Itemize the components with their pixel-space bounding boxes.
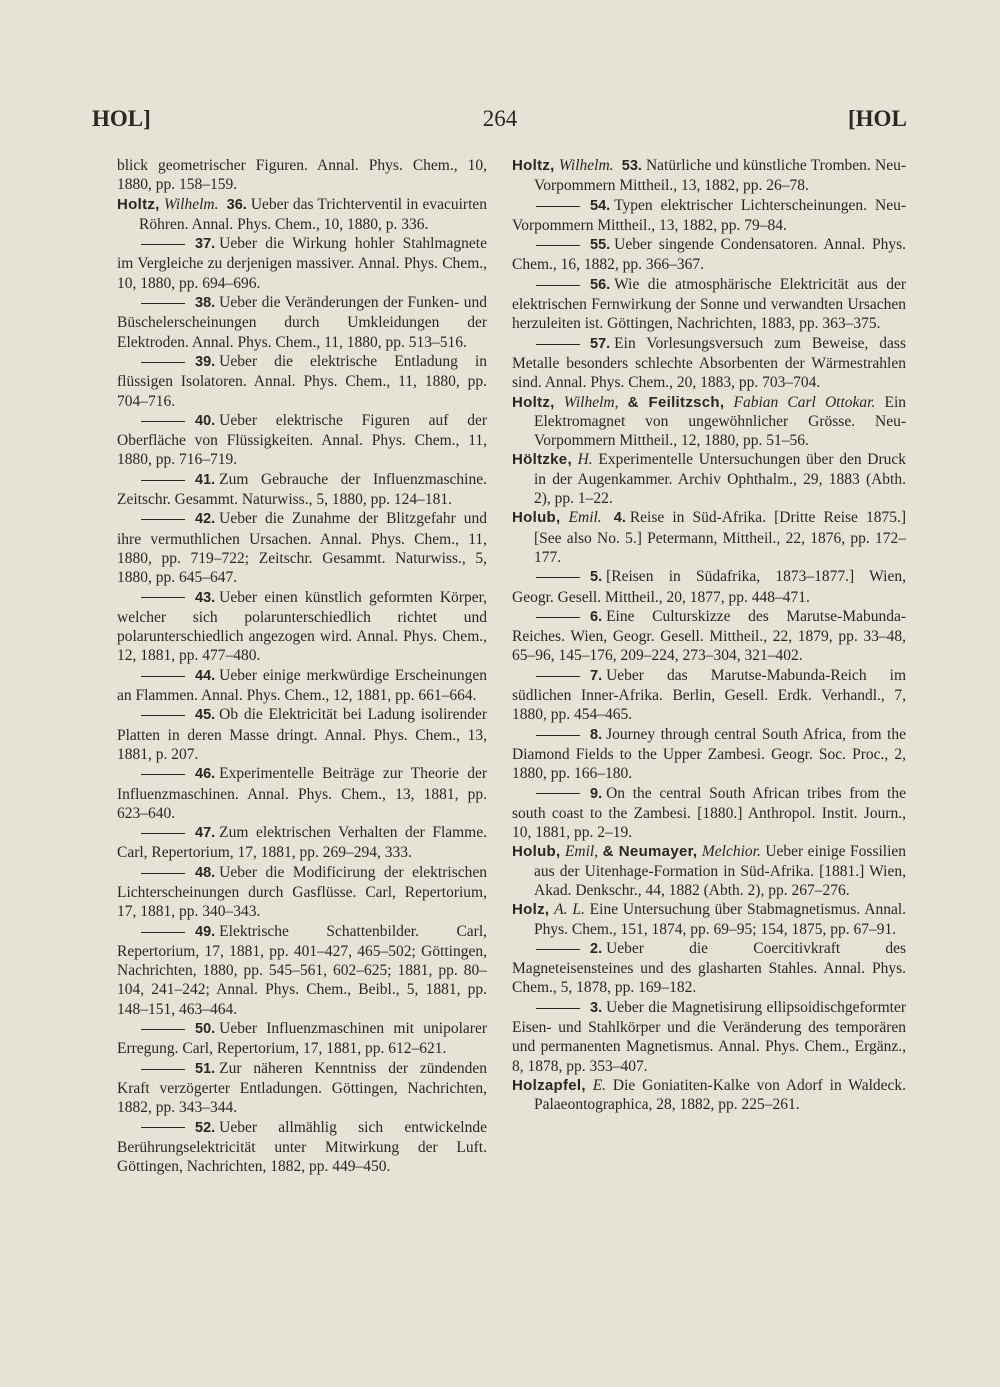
entry-number: 2. (590, 940, 603, 957)
entry-number: 49. (195, 923, 216, 940)
author-surname: Holz, (512, 901, 550, 919)
entry-text: Zum elektrischen Verhalten der Flamme. Carl, Repertorium, 17, 1881, pp. 269–294, 333. (117, 824, 487, 862)
bibliography-entry (512, 156, 907, 196)
entry-number: 40. (195, 412, 216, 429)
entry-text: Ueber Influenzmaschinen mit unipolarer Erregung. Carl, Repertorium, 17, 1881, pp. 612–621. (117, 1020, 487, 1058)
entry-text: blick geometrischer Figuren. Annal. Phys. Chem., 10, 1880, pp. 158–159. (117, 157, 487, 194)
entry-text: Ueber einige Fossilien aus der Uitenhage-Formation in Süd-Afrika. [1881.] Wien, Akad. Denkschr., 44, 1882 (Abth. 2), pp. 267–276. (534, 843, 907, 899)
entry-text: Ueber die Zunahme der Blitzgefahr und ihre vermuthlichen Ursachen. Annal. Phys. Chem., 11, 1880, pp. 719–722; Zeitschr. Gesammt. Naturwiss., 5, 1880, pp. 645–647. (117, 510, 487, 587)
bibliography-entry (512, 900, 907, 939)
entry-text: Ueber einen künstlich geformten Körper, welcher sich polarunterschiedlich richtet und polarunterschiedlich angezogen wird. Annal. Phys. Chem., 12, 1881, pp. 477–480. (117, 588, 487, 665)
ditto-rule (536, 245, 580, 246)
bibliography-entry (117, 195, 488, 235)
bibliography-entry (512, 998, 906, 1076)
coauthor-given-name: Melchior. (701, 843, 761, 861)
entry-number: 39. (195, 353, 216, 370)
entry-number: 7. (590, 667, 603, 684)
entry-number: 6. (590, 608, 603, 625)
bibliography-entry (512, 393, 907, 451)
ditto-rule (141, 244, 185, 245)
entry-number: 38. (195, 295, 216, 312)
ditto-rule (536, 577, 580, 578)
entry-number: 50. (195, 1021, 216, 1038)
entry-text: Ein Elektromagnet von ungewöhnlicher Grösse. Neu-Vorpommern Mittheil., 12, 1880, pp. 51–56. (534, 393, 907, 450)
entry-number: 56. (590, 276, 611, 293)
entry-number: 51. (195, 1060, 216, 1077)
entry-text: Ueber die Modificirung der elektrischen Lichterscheinungen durch Gasflüsse. Carl, Repertorium, 17, 1881, pp. 340–343. (117, 863, 487, 921)
entry-text: Ueber die elektrische Entladung in flüssigen Isolatoren. Annal. Phys. Chem., 11, 1880, pp. 704–716. (117, 352, 487, 410)
entry-number: 42. (195, 511, 216, 528)
bibliography-entry (117, 293, 487, 352)
bibliography-entry (117, 411, 487, 470)
author-surname: Holub, (512, 509, 561, 527)
bibliography-entry (512, 196, 906, 236)
author-given-name: E. (592, 1076, 607, 1094)
entry-number: 37. (195, 236, 216, 253)
entry-number: 8. (590, 726, 603, 743)
bibliography-entry (117, 470, 487, 510)
author-given-name: A. L. (554, 901, 585, 919)
entry-text: Journey through central South Africa, from the Diamond Fields to the Upper Zambesi. Geogr. Soc. Proc., 2, 1880, pp. 166–180. (512, 725, 906, 783)
entry-number: 45. (195, 707, 216, 724)
entry-text: Die Goniatiten-Kalke von Adorf in Waldeck. Palaeontographica, 28, 1882, pp. 225–261. (534, 1076, 907, 1114)
entry-number: 46. (195, 766, 216, 783)
bibliography-entry (512, 567, 906, 607)
ditto-rule (141, 421, 185, 422)
bibliography-entry (512, 334, 906, 393)
entry-number: 5. (590, 569, 603, 586)
ditto-rule (536, 285, 580, 286)
entry-number: 43. (195, 589, 216, 606)
bibliography-entry (117, 509, 487, 587)
entry-text: Experimentelle Beiträge zur Theorie der Influenzmaschinen. Annal. Phys. Chem., 13, 1881, pp. 623–640. (117, 765, 487, 822)
entry-text: Ueber die Coercitivkraft des Magneteisensteines und des glasharten Stahles. Annal. Phys. Chem., 5, 1878, pp. 169–182. (512, 939, 906, 997)
author-surname: Höltzke, (512, 451, 572, 469)
entry-text: Experimentelle Untersuchungen über den Druck in der Augenkammer. Archiv Ophthalm., 29, 1883 (Abth. 2), pp. 1–22. (534, 451, 907, 508)
entry-text: Ueber das Marutse-Mabunda-Reich im südlichen Inner-Afrika. Berlin, Gesell. Erdk. Verhandl., 7, 1880, pp. 454–465. (512, 666, 906, 724)
bibliography-entry (512, 842, 907, 900)
ditto-rule (141, 676, 185, 677)
bibliography-entry (512, 725, 906, 784)
author-surname: Holzapfel, (512, 1076, 586, 1094)
ditto-rule (141, 1029, 185, 1030)
ditto-rule (536, 344, 580, 345)
bibliography-entry (117, 922, 487, 1019)
author-surname: Holub, (512, 843, 561, 861)
author-surname: Holtz, (512, 157, 555, 174)
ditto-rule (141, 1127, 185, 1128)
bibliography-entry (117, 156, 487, 195)
entry-text: Ueber das Trichterventil in evacuirten Röhren. Annal. Phys. Chem., 10, 1880, p. 336. (139, 195, 488, 233)
author-given-name: Wilhelm. (558, 157, 614, 174)
author-surname: Holtz, (117, 195, 160, 213)
bibliography-entry (117, 588, 487, 666)
ditto-rule (141, 774, 185, 775)
entry-text: Reise in Süd-Afrika. [Dritte Reise 1875.] [See also No. 5.] Petermann, Mittheil., 22, 1876, pp. 172–177. (534, 509, 907, 566)
entry-text: Ueber die Veränderungen der Funken- und Büschelerscheinungen durch Umkleidungen der Elektroden. Annal. Phys. Chem., 11, 1880, pp. 513–516. (117, 294, 487, 351)
entry-number: 9. (590, 785, 603, 802)
bibliography-entry (512, 275, 906, 334)
entry-number: 54. (590, 197, 611, 214)
ditto-rule (141, 597, 185, 598)
entry-text: Ueber einige merkwürdige Erscheinungen an Flammen. Annal. Phys. Chem., 12, 1881, pp. 661–664. (117, 666, 487, 705)
entry-text: Elektrische Schattenbilder. Carl, Repertorium, 17, 1881, pp. 401–427, 465–502; Göttingen, Nachrichten, 1880, pp. 545–561, 602–625; 1881, pp. 80–104, 241–242; Annal. Phys. Chem., Beibl., 5, 1881, pp. 148–151, 463–464. (117, 922, 487, 1018)
ditto-rule (536, 949, 580, 950)
bibliography-entry (117, 352, 487, 411)
bibliography-entry (512, 939, 906, 998)
ditto-rule (141, 715, 185, 716)
author-given-name: Emil. (568, 509, 602, 527)
coauthor-given-name: Fabian Carl Ottokar. (733, 393, 876, 411)
entry-text: Eine Untersuchung über Stabmagnetismus. Annal. Phys. Chem., 151, 1874, pp. 69–95; 154, 1875, pp. 67–91. (534, 901, 907, 938)
author-given-name: Emil, (564, 843, 599, 861)
entry-number: 36. (226, 196, 247, 213)
bibliography-entry (117, 705, 487, 764)
bibliography-entry (117, 764, 487, 823)
author-given-name: Wilhelm, (563, 393, 619, 411)
entry-text: On the central South African tribes from the south coast to the Zambesi. [1880.] Anthropol. Instit. Journ., 10, 1881, pp. 2–19. (512, 784, 906, 842)
bibliography-entry (512, 235, 906, 275)
coauthor-surname: & Neumayer, (602, 843, 698, 861)
right-column (512, 156, 906, 1115)
left-column (117, 156, 487, 1176)
ditto-rule (536, 676, 580, 677)
entry-text: Typen elektrischer Lichterscheinungen. Neu-Vorpommern Mittheil., 13, 1882, pp. 79–84. (512, 196, 906, 234)
entry-number: 47. (195, 825, 216, 842)
entry-text: Ein Vorlesungsversuch zum Beweise, dass Metalle besonders schlechte Absorbenten der Wärmestrahlen sind. Annal. Phys. Chem., 20, 1883, pp. 703–704. (512, 334, 906, 392)
ditto-rule (141, 362, 185, 363)
entry-number: 57. (590, 335, 611, 352)
ditto-rule (141, 303, 185, 304)
ditto-rule (536, 793, 580, 794)
coauthor-surname: & Feilitzsch, (627, 393, 725, 411)
running-head-right: [HOL (848, 106, 907, 131)
entry-number: 3. (590, 999, 603, 1016)
bibliography-entry (117, 234, 487, 293)
bibliography-entry (512, 508, 907, 567)
ditto-rule (536, 617, 580, 618)
entry-number: 53. (621, 158, 642, 174)
entry-text: Ueber die Wirkung hohler Stahlmagnete im Vergleiche zu derjenigen massiver. Annal. Phys. Chem., 10, 1880, pp. 694–696. (117, 235, 487, 292)
ditto-rule (141, 873, 185, 874)
entry-text: Zur näheren Kenntniss der zündenden Kraft verzögerter Entladungen. Göttingen, Nachrichten, 1882, pp. 343–344. (117, 1059, 487, 1117)
entry-text: [Reisen in Südafrika, 1873–1877.] Wien, Geogr. Gesell. Mittheil., 20, 1877, pp. 448–471. (512, 568, 906, 606)
entry-text: Ueber elektrische Figuren auf der Oberfläche von Flüssigkeiten. Annal. Phys. Chem., 11, 1880, pp. 716–719. (117, 411, 487, 469)
bibliography-entry (512, 784, 906, 843)
ditto-rule (141, 833, 185, 834)
entry-number: 48. (195, 864, 216, 881)
bibliography-entry (512, 666, 906, 725)
entry-text: Natürliche und künstliche Tromben. Neu-Vorpommern Mittheil., 13, 1882, pp. 26–78. (534, 157, 907, 195)
bibliography-entry (512, 607, 906, 666)
bibliography-entry (117, 863, 487, 922)
ditto-rule (536, 1008, 580, 1009)
bibliography-entry (512, 1076, 907, 1115)
entry-text: Ueber die Magnetisirung ellipsoidischgeformter Eisen- und Stahlkörper und die Veränderung des temporären und permanenten Magnetismus. Annal. Phys. Chem., Ergänz., 8, 1878, pp. 353–407. (512, 998, 906, 1075)
bibliography-entry (117, 666, 487, 706)
author-given-name: Wilhelm. (163, 195, 219, 213)
entry-text: Ueber singende Condensatoren. Annal. Phys. Chem., 16, 1882, pp. 366–367. (512, 236, 906, 274)
bibliography-entry (117, 823, 487, 863)
entry-text: Ob die Elektricität bei Ladung isolirender Platten in deren Masse dringt. Annal. Phys. Chem., 13, 1881, p. 207. (117, 706, 487, 763)
running-head-left: HOL] (92, 106, 151, 131)
ditto-rule (141, 932, 185, 933)
author-surname: Holtz, (512, 393, 555, 411)
entry-number: 4. (613, 510, 626, 527)
ditto-rule (536, 735, 580, 736)
bibliography-entry (512, 450, 907, 508)
ditto-rule (141, 480, 185, 481)
bibliography-entry (117, 1059, 487, 1118)
entry-number: 44. (195, 667, 216, 684)
entry-number: 55. (590, 237, 611, 254)
entry-text: Ueber allmählig sich entwickelnde Berührungselektricität unter Mitwirkung der Luft. Göttingen, Nachrichten, 1882, pp. 449–450. (117, 1118, 487, 1176)
author-given-name: H. (577, 451, 593, 469)
entry-number: 41. (195, 471, 216, 488)
entry-text: Eine Culturskizze des Marutse-Mabunda-Reiches. Wien, Geogr. Gesell. Mittheil., 22, 1879, pp. 33–48, 65–96, 145–176, 209–224, 273–304, 321–402. (512, 607, 906, 665)
bibliography-entry (117, 1118, 487, 1177)
ditto-rule (536, 206, 580, 207)
entry-text: Zum Gebrauche der Influenzmaschine. Zeitschr. Gesammt. Naturwiss., 5, 1880, pp. 124–181. (117, 470, 487, 509)
bibliography-entry (117, 1019, 487, 1059)
ditto-rule (141, 1069, 185, 1070)
page-number: 264 (482, 106, 518, 131)
entry-text: Wie die atmosphärische Elektricität aus der elektrischen Fernwirkung der Sonne und verwandten Ursachen herzuleiten ist. Göttingen, Nachrichten, 1883, pp. 363–375. (512, 275, 906, 333)
ditto-rule (141, 519, 185, 520)
entry-number: 52. (195, 1119, 216, 1136)
